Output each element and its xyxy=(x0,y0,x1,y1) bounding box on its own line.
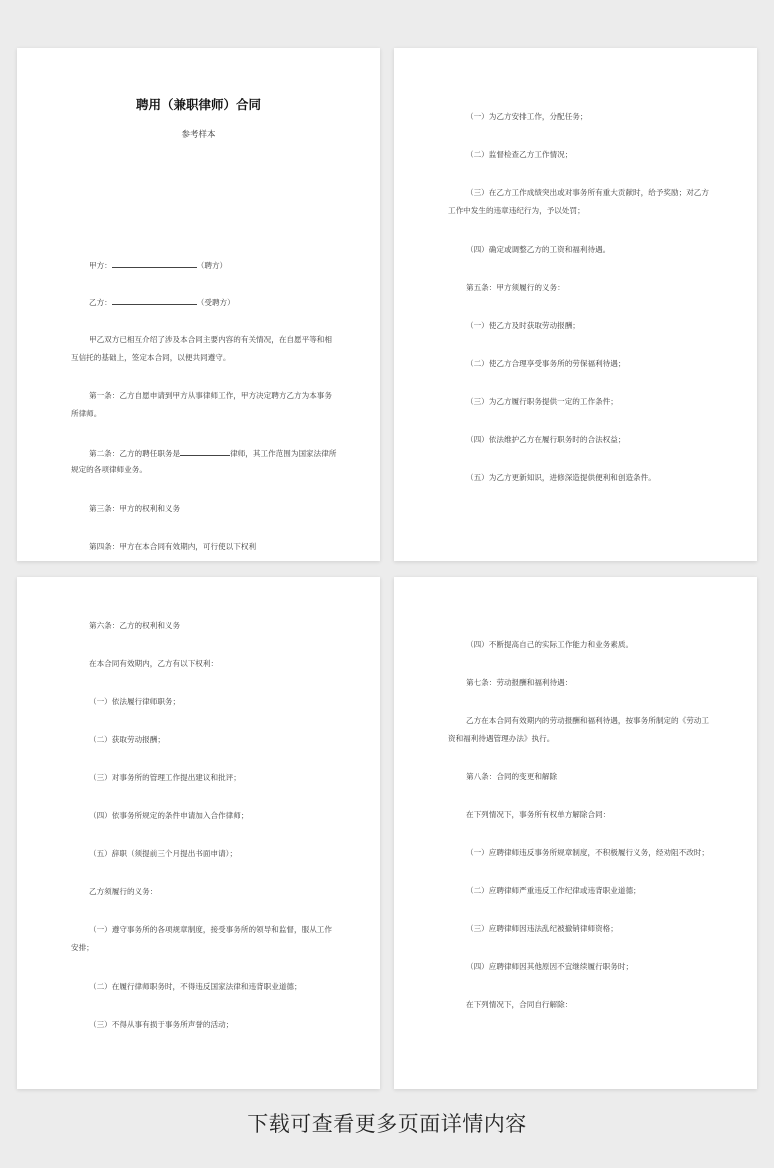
download-more-caption: 下载可查看更多页面详情内容 xyxy=(247,1112,527,1136)
paragraph-line: （二）监督检查乙方工作情况； xyxy=(466,150,573,159)
paragraph-line: （三）应聘律师因违法乱纪被撤销律师资格； xyxy=(466,924,618,933)
party-b-blank xyxy=(112,296,197,305)
paragraph-line: 乙方在本合同有效期内的劳动报酬和福利待遇，按事务所制定的《劳动工 xyxy=(466,716,709,725)
article-2-line xyxy=(89,447,336,459)
paragraph-line: （五）为乙方更新知识，进修深造提供便利和创造条件。 xyxy=(466,473,656,482)
party-a-line xyxy=(89,259,227,271)
paragraph-line: 工作中发生的违章违纪行为，予以处罚； xyxy=(448,206,585,215)
paragraph-line: 第五条：甲方须履行的义务： xyxy=(466,283,565,292)
paragraph-line: （二）在履行律师职务时，不得违反国家法律和违背职业道德； xyxy=(89,982,302,991)
contract-subtitle: 参考样本 xyxy=(181,130,216,140)
paragraph-line: 第八条：合同的变更和解除 xyxy=(466,772,558,781)
paragraph-line: 资和福利待遇管理办法》执行。 xyxy=(448,734,555,743)
paragraph-line: （一）依法履行律师职务； xyxy=(89,697,181,706)
paragraph-line: （一）遵守事务所的各项规章制度，接受事务所的领导和监督，服从工作 xyxy=(89,925,332,934)
article-2-text-b: 律师，其工作范围为国家法律所 xyxy=(230,449,337,458)
article-2-text-a: 第二条：乙方的聘任职务是 xyxy=(89,449,181,458)
contract-title: 聘用（兼职律师）合同 xyxy=(135,97,261,112)
paragraph-line: 第七条：劳动报酬和福利待遇： xyxy=(466,678,573,687)
paragraph-line: 在下列情况下，事务所有权单方解除合同： xyxy=(466,810,611,819)
paragraph-line: 所律师。 xyxy=(71,409,102,418)
document-page-1 xyxy=(17,48,380,561)
paragraph-line: 互信托的基础上，签定本合同，以便共同遵守。 xyxy=(71,353,231,362)
paragraph-line: 安排； xyxy=(71,943,94,952)
paragraph-line: （四）依事务所规定的条件申请加入合作律师； xyxy=(89,811,249,820)
paragraph-line: （四）依法维护乙方在履行职务时的合法权益； xyxy=(466,435,626,444)
paragraph-line: （三）不得从事有损于事务所声誉的活动； xyxy=(89,1020,234,1029)
paragraph-line: （四）不断提高自己的实际工作能力和业务素质。 xyxy=(466,640,634,649)
paragraph-line: 第一条：乙方自愿申请到甲方从事律师工作，甲方决定聘方乙方为本事务 xyxy=(89,391,332,400)
paragraph-line: 规定的各项律师业务。 xyxy=(71,465,147,474)
paragraph-line: （二）获取劳动报酬； xyxy=(89,735,165,744)
document-page-4 xyxy=(394,577,757,1089)
paragraph-line: （一）应聘律师违反事务所规章制度，不积极履行义务，经劝阻不改时； xyxy=(466,848,709,857)
paragraph-line: 第六条：乙方的权利和义务 xyxy=(89,621,181,630)
paragraph-line: （二）使乙方合理享受事务所的劳保福利待遇； xyxy=(466,359,626,368)
paragraph-line: （四）应聘律师因其他原因不宜继续履行职务时； xyxy=(466,962,634,971)
paragraph-line: 甲乙双方已相互介绍了涉及本合同主要内容的有关情况，在自愿平等和相 xyxy=(89,335,332,344)
document-page-2 xyxy=(394,48,757,561)
paragraph-line: （三）在乙方工作成绩突出或对事务所有重大贡献时，给予奖励；对乙方 xyxy=(466,188,709,197)
paragraph-line: （三）为乙方履行职务提供一定的工作条件； xyxy=(466,397,618,406)
paragraph-line: （一）为乙方安排工作，分配任务； xyxy=(466,112,588,121)
paragraph-line: （二）应聘律师严重违反工作纪律或违背职业道德； xyxy=(466,886,641,895)
party-a-blank xyxy=(112,259,197,268)
paragraph-line: （四）确定或调整乙方的工资和福利待遇。 xyxy=(466,245,611,254)
paragraph-line: （三）对事务所的管理工作提出建议和批评； xyxy=(89,773,241,782)
paragraph-line: 乙方须履行的义务： xyxy=(89,887,158,896)
party-b-label: 乙方： xyxy=(89,298,112,307)
document-page-3 xyxy=(17,577,380,1089)
paragraph-line: （五）辞职（须提前三个月提出书面申请）； xyxy=(89,849,238,858)
paragraph-line: 第三条：甲方的权利和义务 xyxy=(89,504,181,513)
party-b-role: （受聘方） xyxy=(196,298,235,307)
paragraph-line: 在本合同有效期内，乙方有以下权利： xyxy=(89,659,219,668)
position-blank xyxy=(180,447,230,456)
party-a-role: （聘方） xyxy=(196,261,228,270)
party-b-line xyxy=(89,296,235,308)
paragraph-line: 第四条：甲方在本合同有效期内，可行使以下权利 xyxy=(89,542,257,551)
paragraph-line: 在下列情况下，合同自行解除： xyxy=(466,1000,573,1009)
party-a-label: 甲方： xyxy=(89,261,112,270)
paragraph-line: （一）使乙方及时获取劳动报酬； xyxy=(466,321,580,330)
